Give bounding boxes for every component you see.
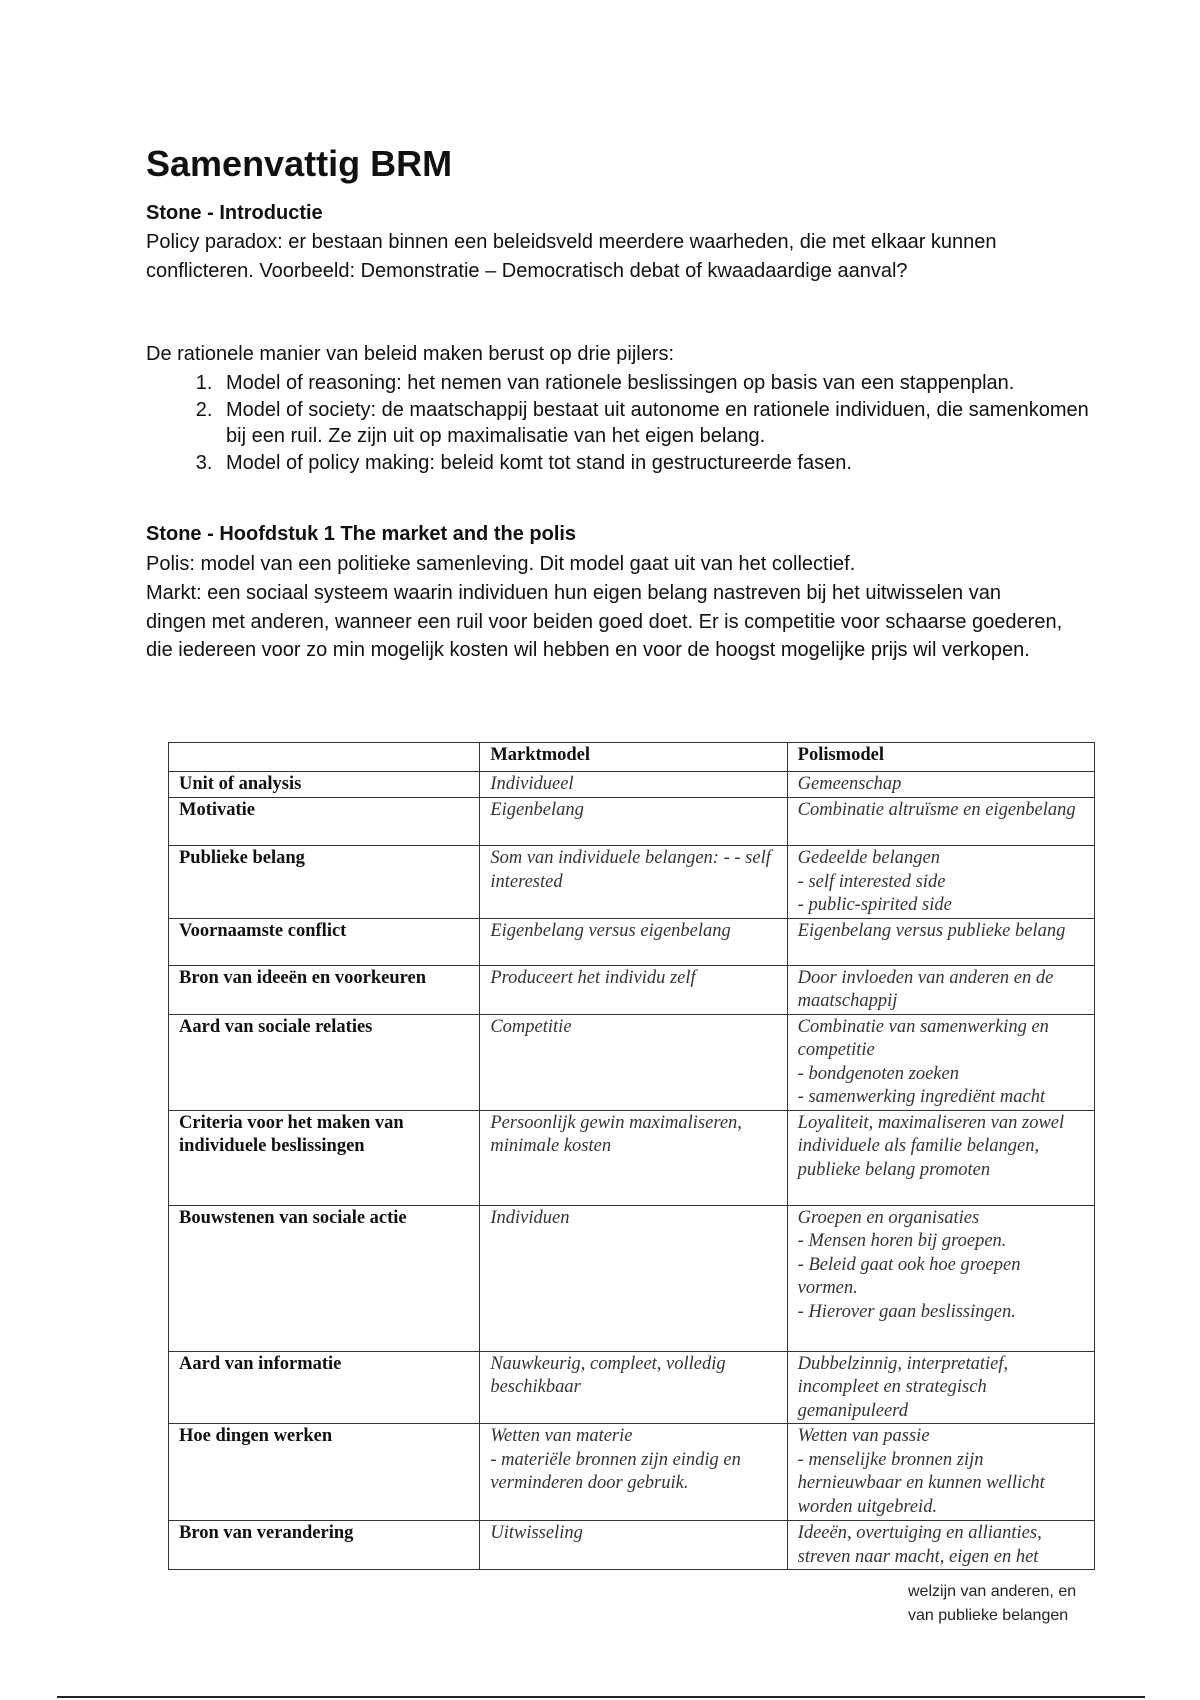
continuation-line: van publieke belangen	[908, 1607, 1069, 1624]
cell-line: Aard van informatie	[179, 1353, 342, 1374]
table-row	[169, 1205, 1095, 1351]
table-cell-continuation	[908, 1580, 1076, 1628]
row-label	[169, 772, 480, 798]
marktmodel-cell	[480, 798, 787, 846]
cell-line: - public-spirited side	[797, 895, 952, 915]
polismodel-cell	[787, 798, 1094, 846]
market-polis-table	[168, 742, 1095, 1570]
cell-line: - self interested side	[797, 871, 946, 892]
paragraph-polis: Polis: model van een politieke samenleving. Dit model gaat uit van het collectief.	[146, 553, 856, 575]
polismodel-cell	[787, 1351, 1094, 1424]
table-row	[169, 1521, 1095, 1570]
pillars-list	[146, 370, 1098, 476]
cell-line: Eigenbelang versus publieke belang	[797, 920, 1066, 941]
cell-line: Combinatie van samenwerking en competitie	[797, 1016, 1049, 1060]
list-item: 3. Model of policy making: beleid komt tot stand in gestructureerde fasen.	[218, 450, 1098, 477]
cell-line: Groepen en organisaties	[797, 1207, 980, 1228]
paragraph-rationele-manier: De rationele manier van beleid maken berust op drie pijlers:	[146, 343, 675, 365]
marktmodel-cell	[480, 1110, 787, 1205]
section-heading-introductie: Stone - Introductie	[146, 202, 323, 224]
row-label	[169, 1110, 480, 1205]
cell-line: Bron van verandering	[179, 1523, 354, 1543]
cell-line: - samenwerking ingrediënt macht	[797, 1087, 1046, 1107]
polismodel-cell	[787, 772, 1094, 798]
cell-line: - bondgenoten zoeken	[797, 1063, 959, 1084]
table-row	[169, 965, 1095, 1014]
row-label	[169, 965, 480, 1014]
cell-line: Nauwkeurig, compleet, volledig beschikbaar	[490, 1353, 726, 1397]
header-polismodel: Polismodel	[787, 743, 1094, 772]
polismodel-cell	[787, 1205, 1094, 1351]
row-label	[169, 918, 480, 965]
document-title: Samenvattig BRM	[146, 143, 453, 184]
polismodel-cell	[787, 846, 1094, 919]
cell-line: Loyaliteit, maximaliseren van zowel individuele als familie belangen, publieke belang promoten	[797, 1112, 1065, 1180]
cell-line: Combinatie altruïsme en eigenbelang	[797, 800, 1076, 820]
marktmodel-cell	[480, 772, 787, 798]
marktmodel-cell	[480, 1424, 787, 1521]
polismodel-cell	[787, 1424, 1094, 1521]
marktmodel-cell	[480, 1205, 787, 1351]
cell-line: - Hierover gaan beslissingen.	[797, 1301, 1016, 1322]
marktmodel-cell	[480, 846, 787, 919]
cell-line: Bouwstenen van sociale actie	[179, 1207, 407, 1228]
cell-line: Voornaamste conflict	[179, 920, 347, 941]
list-item: 2. Model of society: de maatschappij bestaat uit autonome en rationele individuen, die samenkomen bij een ruil. Ze zijn uit op maximalisatie van het eigen belang.	[218, 397, 1098, 450]
polismodel-cell	[787, 965, 1094, 1014]
table-row	[169, 798, 1095, 846]
row-label	[169, 1351, 480, 1424]
paragraph-markt: Markt: een sociaal systeem waarin individuen hun eigen belang nastreven bij het uitwisselen van dingen met anderen, wanneer een ruil voor beiden goed doet. Er is competitie voor schaarse goederen, die iedereen voor zo min mogelijk kosten wil hebben en voor de hoogst mogelijke prijs wil verkopen.	[146, 582, 1063, 661]
cell-line: Door invloeden van anderen en de maatschappij	[797, 967, 1054, 1011]
cell-line: - materiële bronnen zijn eindig en verminderen door gebruik.	[490, 1449, 741, 1493]
row-label	[169, 846, 480, 919]
table-row	[169, 772, 1095, 798]
polismodel-cell	[787, 918, 1094, 965]
cell-line: Produceert het individu zelf	[490, 967, 696, 988]
polismodel-cell	[787, 1014, 1094, 1110]
header-empty	[169, 743, 480, 772]
row-label	[169, 1521, 480, 1570]
paragraph-policy-paradox: Policy paradox: er bestaan binnen een beleidsveld meerdere waarheden, die met elkaar kunnen conflicteren. Voorbeeld: Demonstratie – Democratisch debat of kwaadaardige aanval?	[146, 231, 997, 282]
row-label	[169, 1014, 480, 1110]
cell-line: Gedeelde belangen	[797, 848, 940, 868]
cell-line: Wetten van materie	[490, 1426, 633, 1446]
cell-line: Som van individuele belangen: - - self interested	[490, 848, 771, 892]
marktmodel-cell	[480, 1351, 787, 1424]
page-bottom-rule	[57, 1696, 1145, 1698]
cell-line: - menselijke bronnen zijn hernieuwbaar en kunnen wellicht worden uitgebreid.	[797, 1449, 1045, 1517]
marktmodel-cell	[480, 1014, 787, 1110]
polismodel-cell	[787, 1110, 1094, 1205]
cell-line: Gemeenschap	[797, 774, 902, 794]
cell-line: Criteria voor het maken van individuele beslissingen	[179, 1112, 404, 1156]
row-label	[169, 1205, 480, 1351]
cell-line: Uitwisseling	[490, 1523, 583, 1543]
table-row	[169, 1014, 1095, 1110]
table-row	[169, 1110, 1095, 1205]
cell-line: Hoe dingen werken	[179, 1426, 333, 1446]
row-label	[169, 798, 480, 846]
cell-line: Eigenbelang	[490, 800, 584, 820]
table-row	[169, 1351, 1095, 1424]
table-header-row	[169, 743, 1095, 772]
cell-line: Eigenbelang versus eigenbelang	[490, 920, 731, 941]
table-row	[169, 918, 1095, 965]
cell-line: Motivatie	[179, 800, 256, 820]
cell-line: Individuen	[490, 1207, 570, 1228]
cell-line: Persoonlijk gewin maximaliseren, minimale kosten	[490, 1112, 742, 1156]
cell-line: Competitie	[490, 1016, 572, 1037]
polismodel-cell	[787, 1521, 1094, 1570]
cell-line: Publieke belang	[179, 848, 305, 868]
cell-line: Aard van sociale relaties	[179, 1016, 373, 1037]
table-row	[169, 846, 1095, 919]
cell-line: Dubbelzinnig, interpretatief, incompleet en strategisch gemanipuleerd	[797, 1353, 1009, 1421]
cell-line: Bron van ideeën en voorkeuren	[179, 967, 427, 988]
cell-line: Individueel	[490, 774, 574, 794]
continuation-line: welzijn van anderen, en	[908, 1583, 1077, 1600]
marktmodel-cell	[480, 965, 787, 1014]
cell-line: Ideeën, overtuiging en allianties, streven naar macht, eigen en het	[797, 1523, 1042, 1567]
header-marktmodel: Marktmodel	[480, 743, 787, 772]
marktmodel-cell	[480, 1521, 787, 1570]
cell-line: - Mensen horen bij groepen.	[797, 1231, 1007, 1251]
list-item: 1. Model of reasoning: het nemen van rationele beslissingen op basis van een stappenplan.	[218, 370, 1098, 397]
cell-line: - Beleid gaat ook hoe groepen vormen.	[797, 1254, 1021, 1298]
cell-line: Wetten van passie	[797, 1426, 930, 1446]
cell-line: Unit of analysis	[179, 774, 302, 794]
marktmodel-cell	[480, 918, 787, 965]
table-row	[169, 1424, 1095, 1521]
row-label	[169, 1424, 480, 1521]
section-heading-hoofdstuk-1: Stone - Hoofdstuk 1 The market and the polis	[146, 523, 577, 545]
